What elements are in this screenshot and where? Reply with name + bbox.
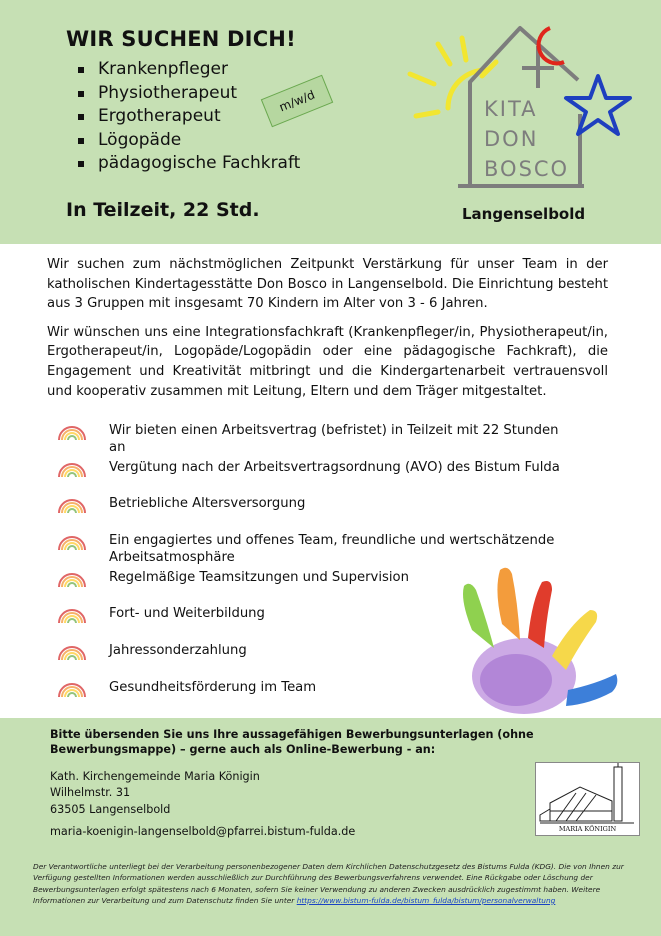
job-item: Physiotherapeut: [78, 82, 300, 106]
logo-text: KITA: [484, 97, 538, 121]
intro-paragraph: Wir suchen zum nächstmöglichen Zeitpunkt Verstärkung für unser Team in der katholischen Kindertagesstätte Don Bosco in Langenselbold. Die Einrichtung besteht aus 3 Gruppen mit insgesamt 70 Kindern im Alter von 3 - 6 Jahren.: [47, 257, 608, 312]
headline: WIR SUCHEN DICH!: [66, 27, 296, 51]
street: Wilhelmstr. 31: [50, 786, 131, 800]
benefit-text: Jahressonderzahlung: [109, 643, 247, 659]
rainbow-icon: [57, 459, 87, 477]
job-item: pädagogische Fachkraft: [78, 152, 300, 176]
job-item: Ergotherapeut: [78, 105, 300, 129]
job-item: Lögopäde: [78, 129, 300, 153]
rainbow-icon: [57, 422, 87, 440]
email-address[interactable]: maria-koenigin-langenselbold@pfarrei.bistum-fulda.de: [50, 825, 356, 838]
building-caption: MARIA KÖNIGIN: [558, 825, 617, 833]
benefit-text: Betriebliche Altersversorgung: [109, 496, 306, 512]
privacy-link[interactable]: https://www.bistum-fulda.de/bistum_fulda/bistum/personalverwaltung: [296, 895, 556, 905]
logo-text: BOSCO: [484, 157, 570, 181]
rainbow-icon: [57, 679, 87, 697]
star-icon: [566, 76, 630, 134]
job-item: Krankenpfleger: [78, 58, 300, 82]
benefit-text: Ein engagiertes und offenes Team, freundliche und wertschätzende Arbeitsatmosphäre: [109, 533, 555, 565]
benefit-text: Gesundheitsförderung im Team: [109, 679, 317, 695]
gender-tag: m/w/d: [261, 75, 333, 128]
intro-text: [47, 255, 608, 401]
address-block: [50, 769, 260, 818]
city: 63505 Langenselbold: [50, 802, 171, 816]
rainbow-icon: [57, 532, 87, 550]
benefit-item: [57, 492, 597, 529]
rainbow-icon: [57, 605, 87, 623]
rainbow-icon: [57, 495, 87, 513]
church-icon: [536, 763, 639, 825]
benefit-text: Regelmäßige Teamsitzungen und Supervision: [109, 569, 409, 585]
org-name: Kath. Kirchengemeinde Maria Königin: [50, 770, 260, 783]
rainbow-icon: [57, 642, 87, 660]
benefit-text: Vergütung nach der Arbeitsvertragsordnung (AVO) des Bistum Fulda: [109, 459, 560, 475]
intro-paragraph: Wir wünschen uns eine Integrationsfachkraft (Krankenpfleger/in, Physiotherapeut/in, Ergotherapeut/in, Logopäde/Logopädin oder eine pädagogische Fachkraft), die Engagement und Kreativität mitbringt und die Kindergartenarbeit vertrauensvoll und kooperativ zusammen mit Leitung, Eltern und dem Träger mitgestaltet.: [47, 324, 608, 399]
employment-type: In Teilzeit, 22 Std.: [66, 199, 260, 221]
privacy-notice: [33, 861, 633, 906]
benefit-item: [57, 456, 597, 493]
application-note: Bitte übersenden Sie uns Ihre aussagefähigen Bewerbungsunterlagen (ohne Bewerbungsmappe) – gerne auch als Online-Bewerbung - an:: [50, 728, 534, 756]
privacy-text: Der Verantwortliche unterliegt bei der Verarbeitung personenbezogener Daten dem Kirchlichen Datenschutzgesetz des Bistums Fulda (KDG). Die von Ihnen zur Verfügung gestellten Informationen werden ausschließlich zur Durchführung des Bewerbungsverfahrens verwendet. Eine Rückgabe oder Löschung der Bewerbungsunterlagen erfolgt spätestens nach 6 Monaten, sofern Sie keiner Verwendung zu anderen Zwecken ausdrücklich zugestimmt haben. Weitere Informationen zur Verarbeitung und zum Datenschutz finden Sie unter: [33, 862, 624, 905]
rainbow-icon: [57, 569, 87, 587]
benefit-item: [57, 419, 597, 456]
benefit-text: Fort- und Weiterbildung: [109, 606, 265, 622]
logo-text: DON: [484, 127, 539, 151]
location-label: Langenselbold: [462, 205, 586, 223]
kita-logo: [398, 18, 634, 196]
benefit-text: Wir bieten einen Arbeitsvertrag (befristet) in Teilzeit mit 22 Stunden an: [109, 423, 559, 455]
handprint-image: [420, 560, 620, 720]
church-drawing: [535, 762, 640, 836]
